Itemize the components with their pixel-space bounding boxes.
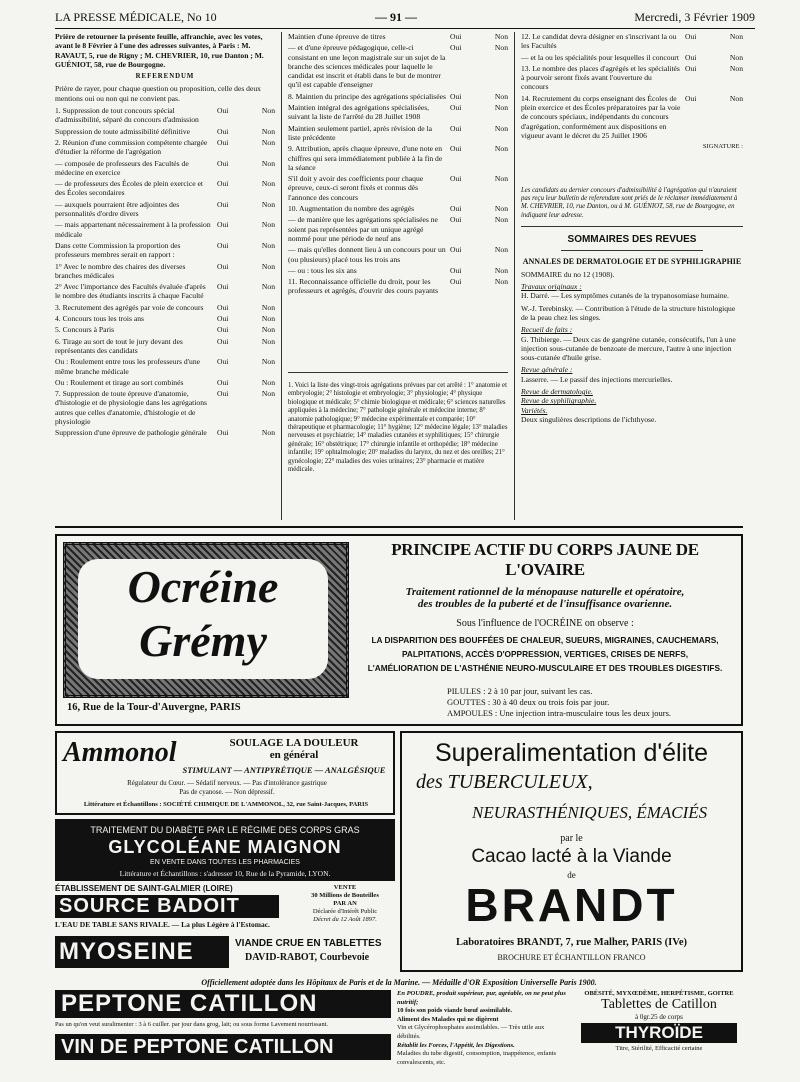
question-text: Dans cette Commission la proportion des professeurs membres serait en rapport : — [55, 240, 181, 260]
vote-yes[interactable]: Oui — [450, 32, 462, 41]
question-row — [55, 337, 275, 356]
question-row — [55, 106, 275, 125]
vote-options — [213, 325, 275, 334]
question-text: 8. Maintien du principe des agrégations spécialisées — [288, 91, 446, 101]
column-1 — [55, 32, 275, 440]
issue-date: Mercredi, 3 Février 1909 — [634, 10, 755, 24]
question-text: — composée de professeurs des Facultés de médecine en exercice — [55, 158, 189, 177]
vote-no[interactable]: Non — [261, 428, 275, 438]
question-text: 1. Suppression de tout concours spécial d'admissibilité, séparé du concours d'admission — [55, 106, 199, 125]
ad-glycoleane: TRAITEMENT DU DIABÈTE PAR LE RÉGIME DES CORPS GRAS GLYCOLÉANE MAIGNON EN VENTE DANS TOUTES LES PHARMACIES Littérature et Échantillons : s'adresser 10, Rue de la Pyramide, LYON. — [55, 819, 395, 881]
vote-yes[interactable]: Oui — [217, 336, 229, 346]
section-heading: Travaux originaux : — [521, 282, 582, 292]
question-row — [55, 179, 275, 198]
vote-options — [681, 64, 743, 92]
vote-yes[interactable]: Oui — [217, 199, 229, 209]
vote-yes[interactable]: Oui — [217, 240, 229, 250]
vote-options — [446, 174, 508, 202]
vote-no[interactable]: Non — [261, 126, 275, 136]
vote-no[interactable]: Non — [261, 282, 275, 292]
section-entry: Lasserre. — Le passif des injections mercurielles. — [521, 374, 673, 384]
ocreine-address: 16, Rue de la Tour-d'Auvergne, PARIS — [67, 702, 241, 713]
vote-yes[interactable]: Oui — [217, 302, 229, 312]
vote-no[interactable]: Non — [261, 357, 275, 367]
vote-yes[interactable]: Oui — [450, 123, 462, 133]
intro-text: Prière de retourner la présente feuille, affranchie, avec les votes, avant le 8 Février à l'une des adresses suivantes, à Paris : M. RAVAUT, 5, rue de Rigny ; M. CHEVRIER, 10, rue Danton ; M. GUÉNIOT, 58, rue de Bourgogne. — [55, 32, 264, 69]
ammonol-logo: Ammonol — [63, 737, 177, 768]
vote-no[interactable]: Non — [261, 389, 275, 399]
section-heading: Revue générale : — [521, 365, 573, 375]
journal-name: ANNALES DE DERMATOLOGIE ET DE SYPHILIGRAPHIE — [522, 257, 742, 267]
vote-yes[interactable]: Oui — [217, 137, 229, 147]
vote-no[interactable]: Non — [261, 158, 275, 168]
vote-no[interactable]: Non — [494, 174, 508, 184]
question-text: 14. Recrutement du corps enseignant des Écoles de plein exercice et des Écoles préparatoires par la voie de concours spéciaux, indépendants du concours d'agrégation, conformément aux dispositions en vigueur avant le décret du 25 Juillet 1906 — [521, 93, 681, 140]
question-row — [288, 32, 508, 41]
ad-catillon: PEPTONE CATILLON Pas un qu'on veut suralimenter : 3 à 6 cuiller. par jour dans grog, lait; ou sous forme Lavement nourrissant. VIN DE PEPTONE CATILLON En POUDRE, produit supérieur, pur, agréable, on ne peut plus nutritif; 10 fois son poids viande bœuf assimilable. Aliment des Malades qui ne digèrent Vin et Glycérophosphates assimilables. — Très utile aux débilités. Rétablit les Forces, l'Appétit, les Digestions. Maladies du tube digestif, consomption, inappétence, enfants convalescents, etc. OBÉSITÉ, MYXŒDÈME, HERPÉTISME, GOITRE Tablettes de Catillon à 0gr.25 de corps THYROÏDE Titre, Stérilité, Efficacité certaine — [55, 990, 743, 1078]
vote-options — [213, 138, 275, 157]
question-text: 10. Augmentation du nombre des agrégés — [288, 204, 415, 214]
question-text: 7. Suppression de toute épreuve d'anatomie, d'histologie et de physiologie dans les agrégations autres que celles d'anatomie, d'histologie et de physiologie — [55, 389, 207, 426]
vote-yes[interactable]: Oui — [685, 32, 697, 41]
section-entry: W.-J. Terebinsky. — Contribution à l'étude de la structure histologique de la peau chez les singes. — [521, 303, 736, 322]
ad-brandt: Superalimentation d'élite des TUBERCULEUX, NEURASTHÉNIQUES, ÉMACIÉS par le Cacao lacté à la Viande de BRANDT Laboratoires BRANDT, 7, rue Malher, PARIS (IVe) BROCHURE ET ÉCHANTILLON FRANCO — [400, 731, 743, 972]
vote-no[interactable]: Non — [261, 106, 275, 116]
vote-no[interactable]: Non — [261, 199, 275, 209]
section-heading: Revue de syphiligraphie. — [521, 396, 597, 406]
vote-yes[interactable]: Oui — [217, 126, 229, 136]
ocreine-title: PRINCIPE ACTIF DU CORPS JAUNE DE L'OVAIRE — [391, 540, 699, 579]
vote-options — [213, 262, 275, 281]
question-row — [521, 32, 743, 51]
vote-no[interactable]: Non — [261, 240, 275, 250]
vote-options — [446, 103, 508, 122]
vote-no[interactable]: Non — [729, 52, 743, 62]
vote-no[interactable]: Non — [494, 245, 508, 255]
vote-no[interactable]: Non — [261, 314, 275, 324]
vote-yes[interactable]: Oui — [450, 43, 462, 53]
vote-no[interactable]: Non — [729, 63, 743, 73]
vote-yes[interactable]: Oui — [450, 103, 462, 113]
question-text: Suppression de toute admissibilité définitive — [55, 126, 190, 136]
question-row — [288, 144, 508, 172]
thyroide-title: THYROÏDE — [581, 1023, 737, 1043]
question-row — [55, 303, 275, 312]
vote-no[interactable]: Non — [261, 325, 275, 335]
ad-myoseine: MYOSEINE VIANDE CRUE EN TABLETTES DAVID-RABOT, Courbevoie — [55, 936, 395, 972]
vote-no[interactable]: Non — [729, 93, 743, 103]
vote-options — [446, 124, 508, 143]
question-row — [55, 241, 275, 260]
glycoleane-title: GLYCOLÉANE MAIGNON — [108, 837, 342, 857]
brandt-title: BRANDT — [465, 879, 678, 931]
vote-no[interactable]: Non — [729, 32, 743, 41]
question-text: — et d'une épreuve pédagogique, celle-ci consistant en une leçon magistrale sur un sujet de la branche des sciences médicales pour laquelle le candidat est inscrit et établi dans le but de montrer qu'il est capable d'enseigner — [288, 43, 446, 90]
vote-options — [213, 378, 275, 387]
vote-no[interactable]: Non — [261, 261, 275, 271]
vote-yes[interactable]: Oui — [217, 158, 229, 168]
question-row — [288, 92, 508, 101]
question-text: 13. Le nombre des places d'agrégés et les spécialités à pourvoir seront fixés avant l'ouverture du concours — [521, 63, 680, 92]
sommaire: SOMMAIRE du no 12 (1908). — [521, 269, 615, 279]
question-row — [55, 282, 275, 301]
vote-options — [681, 94, 743, 140]
question-row — [288, 245, 508, 264]
journal-title: LA PRESSE MÉDICALE, No 10 — [55, 10, 217, 24]
question-text: 2. Réunion d'une commission compétente chargée d'étudier la réforme de l'agrégation — [55, 137, 208, 157]
vote-options — [446, 277, 508, 296]
question-text: Maintien seulement partiel, après révision de la liste précédente — [288, 123, 433, 142]
vote-options — [213, 220, 275, 239]
question-row — [521, 64, 743, 92]
vote-no[interactable]: Non — [494, 144, 508, 154]
vote-yes[interactable]: Oui — [217, 106, 229, 116]
vote-options — [213, 127, 275, 136]
question-text: — ou : tous les six ans — [288, 265, 357, 275]
vote-yes[interactable]: Oui — [685, 93, 697, 103]
question-text: — de manière que les agrégations spécialisées ne soient pas représentées par un unique agrégé nommé pour une période de neuf ans — [288, 215, 438, 243]
section-entry: Deux singulières descriptions de l'ichthyose. — [521, 414, 657, 424]
ad-ocreine: Ocréine Grémy 16, Rue de la Tour-d'Auvergne, PARIS PRINCIPE ACTIF DU CORPS JAUNE DE L'OVAIRE Traitement rationnel de la ménopause naturelle et opératoire, des troubles de la puberté et de l'insuffisance ovarienne. Sous l'influence de l'OCRÉINE on observe : LA DISPARITION DES BOUFFÉES DE CHALEUR, SUEURS, MIGRAINES, CAUCHEMARS, PALPITATIONS, ACCÈS D'OPPRESSION, VERTIGES, CRISES DE NERFS, L'AMÉLIORATION DE L'ASTHÉNIE NEURO-MUSCULAIRE ET DES TROUBLES DIGESTIFS. PILULES : 2 à 10 par jour, suivant les cas. GOUTTES : 30 à 40 deux ou trois fois par jour. AMPOULES : Une injection intra-musculaire tous les deux jours. — [55, 534, 743, 726]
vote-yes[interactable]: Oui — [217, 220, 229, 230]
column-3 — [521, 32, 743, 427]
question-text: 12. Le candidat devra désigner en s'inscrivant la ou les Facultés — [521, 32, 677, 51]
divider — [288, 372, 508, 373]
ocreine-logo: Ocréine — [127, 561, 279, 612]
vote-options — [446, 92, 508, 101]
vote-no[interactable]: Non — [494, 103, 508, 113]
vote-options — [213, 337, 275, 356]
vote-no[interactable]: Non — [261, 377, 275, 387]
question-row — [55, 200, 275, 219]
brandt-headline: Superalimentation d'élite — [435, 739, 708, 767]
vote-no[interactable]: Non — [261, 220, 275, 230]
vote-options — [213, 303, 275, 312]
vote-no[interactable]: Non — [494, 277, 508, 287]
question-row — [288, 277, 508, 296]
question-text: 4. Concours tous les trois ans — [55, 314, 145, 324]
vote-options — [213, 389, 275, 426]
question-text: — et la ou les spécialités pour lesquelles il concourt — [521, 52, 679, 62]
referendum-heading: REFERENDUM — [135, 73, 195, 81]
question-text: Ou : Roulement et tirage au sort combinés — [55, 377, 184, 387]
question-text: — de professeurs des Écoles de plein exercice et des Écoles secondaires — [55, 179, 204, 198]
vote-yes[interactable]: Oui — [217, 357, 229, 367]
vote-options — [681, 53, 743, 62]
question-text: Maintien d'une épreuve de titres — [288, 32, 386, 41]
vote-yes[interactable]: Oui — [217, 314, 229, 324]
instructions-text: Prière de rayer, pour chaque question ou proposition, celle des deux mentions oui ou non qui ne convient pas. — [55, 84, 261, 103]
vote-options — [446, 204, 508, 213]
vote-options — [446, 32, 508, 41]
column-divider — [514, 32, 515, 520]
question-row — [288, 266, 508, 275]
vote-options — [213, 357, 275, 376]
page-number: — 91 — — [375, 10, 417, 24]
vote-yes[interactable]: Oui — [450, 204, 462, 214]
gremy-logo: Grémy — [139, 615, 267, 666]
question-row — [55, 127, 275, 136]
candidates-note: Les candidats au dernier concours d'admissibilité à l'agrégation qui n'auraient pas reçu leur bulletin de referendum sont priés de le réclamer immédiatement à M. CHEVRIER, 10, rue Danton, ou à M. GUÉNIOT, 58, rue de Bourgogne, en indiquant leur adresse. — [521, 186, 738, 219]
vote-no[interactable]: Non — [494, 265, 508, 275]
question-row — [521, 94, 743, 140]
question-text: — auxquels pourraient être adjointes des personnalités d'ordre divers — [55, 199, 180, 219]
vote-options — [213, 428, 275, 437]
vote-options — [446, 266, 508, 275]
vote-yes[interactable]: Oui — [217, 377, 229, 387]
section-entry: H. Darré. — Les symptômes cutanés de la trypanosomiase humaine. — [521, 291, 729, 301]
question-row — [55, 220, 275, 239]
question-row — [55, 262, 275, 281]
question-text: Suppression d'une épreuve de pathologie générale — [55, 428, 207, 438]
question-text: Maintien intégral des agrégations spécialisées, suivant la liste de l'arrêté du 28 Juillet 1908 — [288, 103, 430, 122]
vote-yes[interactable]: Oui — [217, 389, 229, 399]
question-row — [55, 428, 275, 437]
section-heading: Revue de dermatologie. — [521, 387, 593, 397]
section-entry: G. Thibierge. — Deux cas de gangrène cutanée, consécutifs, l'un à une injection sous-cutanée de benzoate de mercure, l'autre à une injection sous-cutanée d'huile grise. — [521, 334, 736, 363]
footnote: 1. Voici la liste des vingt-trois agrégations prévues par cet arrêté : 1° anatomie et embryologie; 2° histologie et embryologie; 3° physiologie; 4° physique biologique et médicale; 5° chimie biologique et médicale; 6° sciences naturelles appliquées à la médecine; 7° pathologie générale et médecine interne; 8° anatomie pathologique; 9° médecine expérimentale et comparée; 10° thérapeutique et pharmacologie; 11° hygiène; 12° médecine légale; 13° maladies nerveuses et psychiatrie; 14° maladies cutanées et syphilitiques; 15° chirurgie générale; 16° obstétrique; 17° chirurgie infantile et orthopédie; 18° médecine infantile; 19° ophtalmologie; 20° maladies du larynx, du nez et des oreilles; 21° gynécologie; 22° maladies des voies urinaires; 23° pharmacie et matière médicale. — [288, 382, 508, 474]
peptone-title: PEPTONE CATILLON — [55, 990, 391, 1018]
question-row — [55, 325, 275, 334]
vote-yes[interactable]: Oui — [450, 265, 462, 275]
question-text: 5. Concours à Paris — [55, 325, 115, 335]
vote-options — [446, 215, 508, 243]
question-list — [521, 32, 743, 140]
question-text: Ou : Roulement entre tous les professeurs d'une même branche médicale — [55, 357, 200, 376]
question-text: 6. Tirage au sort de tout le jury devant des représentants des candidats — [55, 336, 183, 355]
vote-yes[interactable]: Oui — [685, 63, 697, 73]
page-header — [55, 6, 755, 29]
question-text: — mais appartenant nécessairement à la profession médicale — [55, 220, 211, 239]
vote-yes[interactable]: Oui — [450, 215, 462, 225]
vote-yes[interactable]: Oui — [217, 428, 229, 438]
question-row — [55, 138, 275, 157]
vote-options — [446, 43, 508, 89]
vote-no[interactable]: Non — [494, 215, 508, 225]
vote-options — [213, 282, 275, 301]
vote-options — [213, 159, 275, 178]
vote-no[interactable]: Non — [494, 204, 508, 214]
question-text: 1° Avec le nombre des chaires des diverses branches médicales — [55, 261, 186, 280]
vote-yes[interactable]: Oui — [450, 277, 462, 287]
section-heading: Variétés. — [521, 405, 548, 415]
question-row — [288, 204, 508, 213]
vote-yes[interactable]: Oui — [217, 282, 229, 292]
vote-no[interactable]: Non — [261, 137, 275, 147]
vin-peptone-title: VIN DE PEPTONE CATILLON — [55, 1034, 391, 1060]
question-row — [55, 357, 275, 376]
question-text: 11. Reconnaissance officielle du droit, pour les professeurs et agrégés, d'ouvrir des cours payants — [288, 277, 439, 296]
question-row — [55, 159, 275, 178]
vote-options — [213, 241, 275, 260]
vote-no[interactable]: Non — [494, 91, 508, 101]
vote-yes[interactable]: Oui — [450, 144, 462, 154]
vote-options — [213, 200, 275, 219]
sommaire-sections — [521, 282, 743, 424]
question-row — [521, 53, 743, 62]
question-row — [288, 174, 508, 202]
question-list — [55, 106, 275, 438]
vote-options — [681, 32, 743, 51]
question-text: 2° Avec l'importance des Facultés évaluée d'après le nombre des étudiants inscrits à chaque Faculté — [55, 282, 206, 301]
question-row — [288, 215, 508, 243]
vote-options — [213, 179, 275, 198]
vote-yes[interactable]: Oui — [450, 174, 462, 184]
vote-yes[interactable]: Oui — [217, 179, 229, 189]
question-text: S'il doit y avoir des coefficients pour chaque épreuve, ceux-ci seront fixés et connus dès l'annonce des concours — [288, 174, 424, 202]
section-divider — [55, 526, 743, 528]
vote-no[interactable]: Non — [494, 123, 508, 133]
vote-yes[interactable]: Oui — [450, 91, 462, 101]
vote-options — [446, 144, 508, 172]
question-text: 3. Recrutement des agrégés par voie de concours — [55, 302, 204, 312]
vote-yes[interactable]: Oui — [217, 261, 229, 271]
vote-options — [213, 314, 275, 323]
reviews-title: SOMMAIRES DES REVUES — [567, 234, 697, 246]
column-divider — [281, 32, 282, 520]
vote-no[interactable]: Non — [494, 32, 508, 41]
question-row — [55, 378, 275, 387]
vote-no[interactable]: Non — [261, 179, 275, 189]
vote-yes[interactable]: Oui — [217, 325, 229, 335]
badoit-title: SOURCE BADOIT — [55, 895, 279, 918]
question-row — [55, 389, 275, 426]
ad-badoit: ÉTABLISSEMENT DE SAINT-GALMIER (LOIRE) SOURCE BADOIT L'EAU DE TABLE SANS RIVALE. — La plus Légère à l'Estomac. VENTE 30 Millions de Bouteilles PAR AN Déclarée d'Intérêt Public Décret du 12 Août 1897. — [55, 884, 379, 929]
catillon-banner: Officiellement adoptée dans les Hôpitaux de Paris et de la Marine. — Médaille d'OR Exposition Universelle Paris 1900. — [201, 978, 597, 987]
question-text: 9. Attribution, après chaque épreuve, d'une note en chiffres qui sera immédiatement publiée à la fin de la séance — [288, 144, 443, 172]
signature-label: SIGNATURE : — [702, 143, 743, 151]
column-2 — [288, 32, 508, 474]
vote-yes[interactable]: Oui — [450, 245, 462, 255]
vote-options — [213, 106, 275, 125]
question-row — [288, 124, 508, 143]
section-heading: Recueil de faits : — [521, 325, 573, 335]
question-row — [55, 314, 275, 323]
ad-ammonol: Ammonol SOULAGE LA DOULEUR en général STIMULANT — ANTIPYRÉTIQUE — ANALGÉSIQUE Régulateur du Cœur. — Sédatif nerveux. — Pas d'intolérance gastrique Pas de cyanose. — Non dépressif. Littérature et Échantillons : SOCIÉTÉ CHIMIQUE DE L'AMMONOL, 32, rue Saint-Jacques, PARIS — [55, 731, 395, 815]
question-list — [288, 32, 508, 296]
question-row — [288, 43, 508, 89]
question-text: — mais qu'elles donnent lieu à un concours pour un (ou plusieurs) placé tous les trois ans — [288, 245, 446, 264]
vote-options — [446, 245, 508, 264]
vote-no[interactable]: Non — [494, 43, 508, 53]
vote-yes[interactable]: Oui — [685, 52, 697, 62]
vote-no[interactable]: Non — [261, 336, 275, 346]
myoseine-title: MYOSEINE — [55, 936, 229, 968]
ocreine-logo-frame — [63, 542, 349, 698]
question-row — [288, 103, 508, 122]
vote-no[interactable]: Non — [261, 302, 275, 312]
